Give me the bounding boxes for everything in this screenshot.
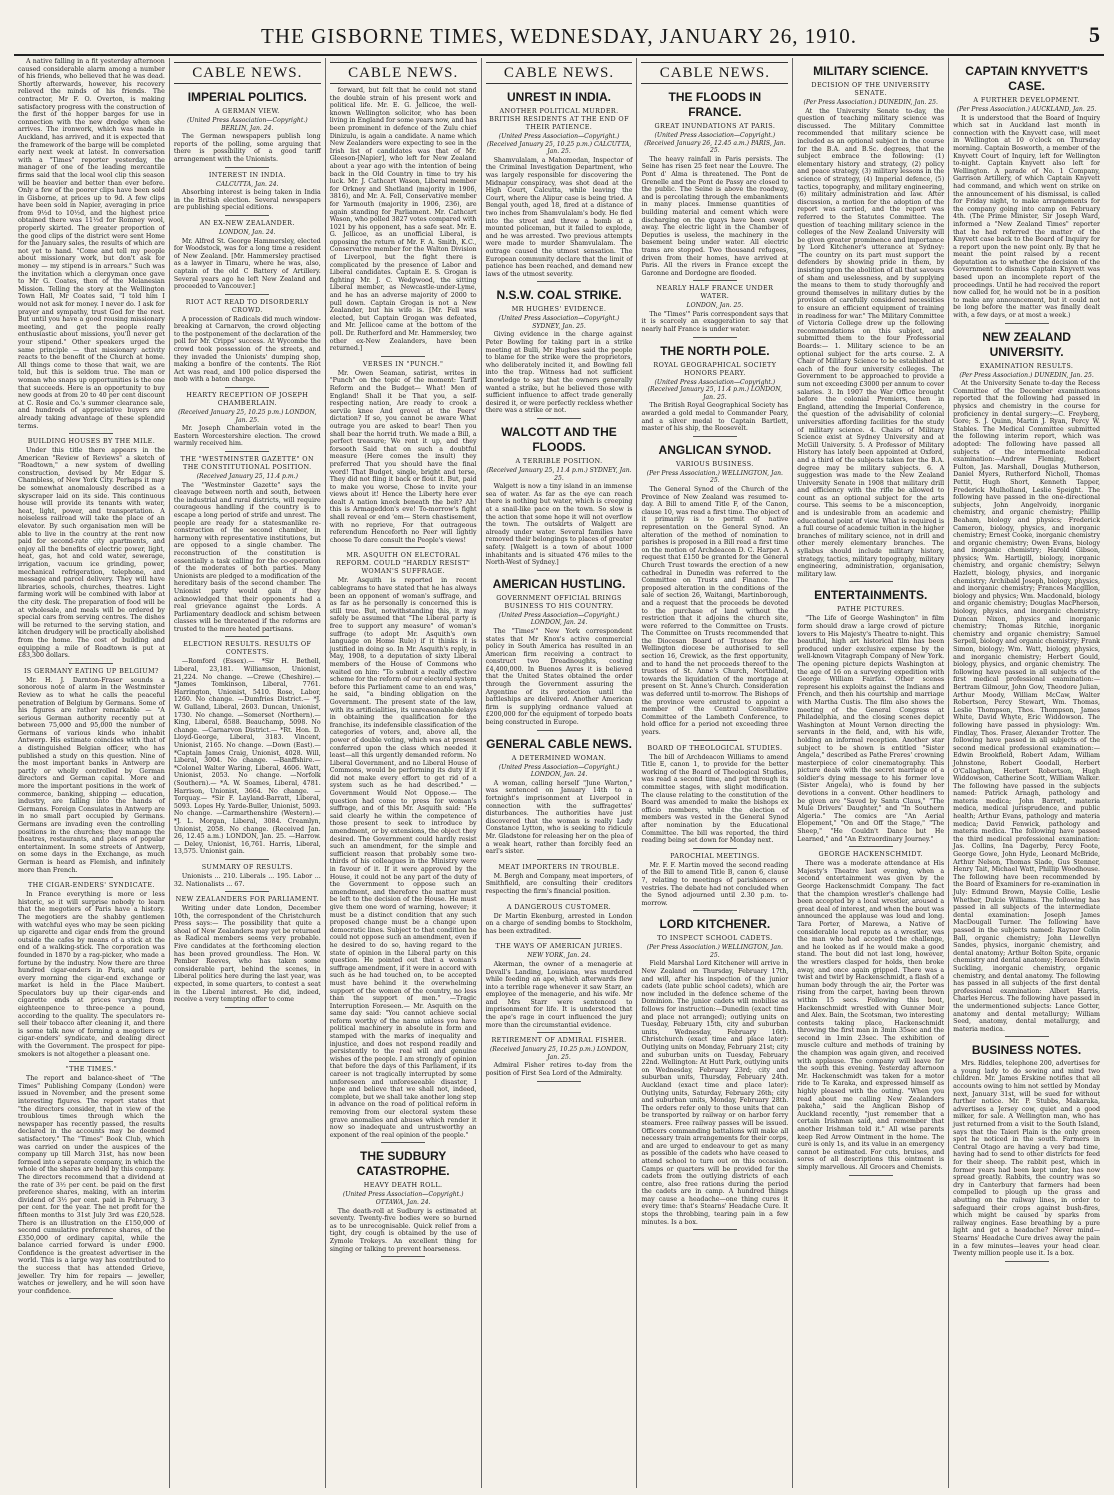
article — [174, 171, 321, 216]
article-body: Shamvulalam, a Mahomedan, Inspector of the Criminal Investigation Department, who was largely responsible for discovering the Midnapur conspiracy, was shot dead at the High Court, Calcutta, while leaving the Court, where the Alipur case is being tried. A Bengal youth, aged 18, fired at a distance of two inches from Shamvulalam's body. He fled into the street and threw a bomb at a mounted policeman, but it failed to explode, and he was arrested. Two previous attempts were made to murder Shamvulalam. The outrage caused the utmost sensation. The European community declare that the limit of patience has been reached, and demand new laws of the utmost severity. — [485, 156, 633, 278]
article-subhead: SUMMARY OF RESULTS. — [201, 862, 293, 871]
article-body: The "Times'" New York correspondent states that Mr Knox's active commercial policy in South America has resulted in an American firm receiving a contract to construct two Dreadnoughts, costing £4,400,000. In Buenos Ayres it is believed that the United States obtained the order through the Government assuring the Argentine of its protection until the battleships are delivered. Another American firm is supplying ordnance valued at £200,000 for the equipment of torpedo boats being constructed in Europe. — [485, 627, 633, 727]
divider — [225, 891, 269, 892]
article-body: The German newspapers publish long reports of the polling, some arguing that there is possibility of a good tariff arrangement with the Unionists. — [173, 133, 321, 163]
article — [797, 850, 944, 1175]
divider — [693, 436, 737, 437]
article-subhead: HEAVY DEATH ROLL. — [363, 1181, 443, 1190]
divider — [69, 663, 113, 664]
article-headline: ENTERTAINMENTS. — [814, 588, 928, 603]
article-headline: WALCOTT AND THE FLOODS. — [501, 425, 617, 454]
article-body: In France everything is more or less historic, so it will surprise nobody to learn that the megotiers of Paris have a history. The megotiers are the shabby gentlemen with watchful eyes who may be seen picking up cigarette and cigar ends from the ground outside the cafes by means of a stick at the end of a walking-stick. The corporation was founded in 1870 by a rag-picker, who made a fortune by the industry. Now there are three hundred cigar-enders in Paris, and early every morning the cigar-end exchange or market is held in the Place Maubert. Speculators buy up their cigar-ends and cigarette ends at prices varying from eighteenpence to three-pence a pound, according to the quality. The speculators re-sell their tobacco after cleaning it, and there is some talk now of forming a megotiers or cigar-enders' syndicate, and dealing direct with the Government. The prospect for pipe-smokers is not altogether a pleasant one. — [18, 891, 165, 1058]
article-body: Field Marshal Lord Kitchener will arrive in New Zealand on Thursday, February 17th, and will, after his inspection of the junior cadets (late public school cadets), which are now included in the defence scheme of the Dominion. The junior cadets will mobilise as follows for instruction:—Dunedin (exact time and place not arranged); outlying units on Tuesday, February 15th, city and suburban units, Wednesday, February 16th. Christchurch (exact time and place later): Outlying units on Monday, February 21st; city and suburban units on Tuesday, February 22nd. Wellington: At Hutt Park, outlying units on Wednesday, February 23rd; city and suburban units, Thursday, February 24th. Auckland (exact time and place later): Outlying units, Saturday, February 26th; city and suburban units, Monday, February 28th. The orders refer only to those units that can be transported by railway or on harbor ferry steamers. Free railway passes will be issued. Officers commanding battalions will make all necessary train arrangements for their corps, and are urged to endeavour to get as many as possible of the cadets who have ceased to attend school to turn out on this occasion. Camps or quarters will be provided for the cadets from the outlying districts of each centre, also free rations during the period the cadets are in camp. A hundred things may cause a headache—one thing cures it every time: that's Stearns' Headache Cure. It stops the throbbing, tearing pain in a few minutes. Is a box. — [641, 960, 789, 1226]
article-body: Absorbing interest is being taken in India in the British election. Several newspapers are publishing special editions. — [173, 189, 321, 212]
divider — [849, 1175, 893, 1176]
divider — [225, 1007, 269, 1008]
article-headline: N.S.W. COAL STRIKE. — [496, 288, 622, 303]
article-body: The bill of Archdeacon Williams to amend Title E, canon 1, to provide for the better working of the Board of Theological Studies, was read a second time, and put through its committee stages, with slight modification. The clause relating to the constitution of the Board was amended to make the bishops ex officio members, while the election of members was vested in the General Synod after nomination by the Educational Committee. The bill was reported, the third reading being set down for Monday next. — [641, 753, 789, 845]
article — [174, 863, 321, 892]
article-body: Dr Martin Ekenburg, arrested in London on a charge of sending bombs to Stockholm, has been extradited. — [485, 912, 633, 935]
article-subhead: BOARD OF THEOLOGICAL STUDIES. — [647, 743, 783, 752]
divider — [225, 215, 269, 216]
article — [641, 284, 788, 337]
article-subhead: NEW ZEALANDERS FOR PARLIAMENT. — [175, 895, 319, 904]
article-subhead: A GERMAN VIEW. — [214, 107, 280, 115]
article-subhead: DECISION OF THE UNIVERSITY SENATE. — [811, 81, 931, 97]
divider — [537, 1032, 581, 1033]
article-subhead: VARIOUS BUSINESS. — [676, 459, 754, 468]
article — [174, 391, 321, 452]
divider — [1005, 1261, 1049, 1262]
divider — [1005, 1036, 1049, 1037]
article-subhead: MR HUGHES' EVIDENCE. — [511, 305, 607, 314]
article-body: Mr. Owen Seaman, satirist, writes in "Punch" on the topic of the moment: Tariff Reform and the Budget— What! Men of England! Shall it be That you, a self-respecting nation, Are ready to crook a servile knee And grovel at the Peers' dictation? If so, you cannot be aware What outrage you are asked to bear! Then you shall bear the horrid truth. We made a Bill, a perfect treasure; We rent it up, and they forsooth Said that on such a doubtful measure (Here comes the insult) they preferred That you should have the final word! That Budget, single, bright and terse, They did not fling it back or flout it. But, paid to make you worse, Chose to invite your views about it! Hence the Liberty here ever dealt A nation knock beneath the belt? Ah! this is Armageddon's eve! To-morrow's fight shall reveal or end 'em— Stern chastisement, with no reprieve, For that outrageous referendum Henceforth no Peer will lightly choose To dare consult the People's views! — [329, 369, 477, 544]
article-subhead: ANOTHER POLITICAL MURDER. BRITISH RESIDENTS AT THE END OF THEIR PATIENCE. — [489, 107, 629, 131]
column-3 — [326, 58, 482, 1488]
divider — [537, 938, 581, 939]
article-headline: THE NORTH POLE. — [660, 343, 770, 358]
article-body: A woman, calling herself "June Warton," was sentenced on January 14th to a fortnight's imprisonment at Liverpool in connection with the suffragettes' disturbances. The authorities have just discovered that the woman is really Lady Constance Lytton, who is seeking to ridicule Mr. Gladstone for releasing her on the plea of a weak heart, rather than forcibly feed an earl's sister. — [485, 779, 633, 856]
article-dateline: (Received January 25, 10.25 p.m.) LONDON, Jan. 25. — [489, 1046, 629, 1061]
article-subhead: VERSES IN "PUNCH." — [362, 359, 444, 368]
article-subhead: THE CIGAR-ENDERS' SYNDICATE. — [28, 881, 155, 890]
article-body: Writing under date London, December 10th, the correspondent of the Christchurch Press says:— The possibility that quite a shoal of New Zealanders may yet be returned as Radical members seems very probable. Five candidates at the forthcoming election has been proved groundless. The Hon. W. Pember Reeves, who has taken some considerable part, behind the scenes, in Liberal politics here during the last year, was expected, in some quarters, to contest a seat in the Liberal interest. He did, indeed, receive a very tempting offer to come — [173, 905, 321, 1004]
article-body: The "Times'" Paris correspondent says that it is scarcely an exaggeration to say that nearly half France is under water. — [641, 310, 789, 334]
divider — [69, 433, 113, 434]
article-dateline: (Per Press Association.) DUNEDIN, Jan. 25. — [959, 371, 1094, 379]
article-body: The heavy rainfall in Paris persists. The Seine has risen 25 feet near the Louvre. The Pont d' Alma is threatened. The Pont de Grenelle and the Pont de Passy are closed to the public. The Seine is above the roadway, and is percolating through the embankments in many places. Immense quantities of building material and cement which were discharging on the quays have been swept away. The electric light in the Chamber of Deputies is useless, the machinery in the basement being under water. All electric trams are stopped. Two thousand refugees, driven from their homes, have arrived at Paris. All the rivers in France except the Garonne and Dordogne are flooded. — [641, 155, 789, 277]
article — [486, 863, 633, 900]
article-dateline: (United Press Association—Copyright.) LONDON, Jan. 24. — [498, 611, 620, 627]
divider — [225, 636, 269, 637]
article-dateline: NEW YORK, Jan. 24. — [527, 952, 591, 960]
article — [330, 87, 477, 357]
divider — [537, 570, 581, 571]
article — [641, 917, 788, 1230]
divider — [537, 899, 581, 900]
article — [953, 64, 1100, 324]
column-5 — [637, 58, 793, 1488]
article-body: Mr. H. J. Darnton-Fraser sounds a sonorous note of alarm in the Westminster Review as to what he calls the peaceful penetration of Belgium by Germans. Some of his figures are rather remarkable — "A serious German authority recently put at between 75,000 and 95,000 the number of Germans of various kinds who inhabit Antwerp. His estimate coincides with that of a distinguished Belgian officer, who has published a study on this question. Nine of the most important banks in Antwerp are partly or wholly controlled by German directors and German capital. More and more the important positions in the work of commerce, banking, shipping — education, industry, are falling into the hands of Germans. Foreign Consulates in Antwerp are in no small part occupied by Germans. Germans are invading even the controlling positions in the churches; they manage the theatres, restaurants, and places of popular entertainment. In some streets of Antwerp, on some days in the Exchange, as much German is heard as Flemish, and infinitely more than French. — [18, 676, 165, 874]
divider — [693, 1229, 737, 1230]
column-heading: CABLE NEWS. — [330, 62, 477, 84]
article-body: M. Bergh and Company, meat importers, of Smithfield, are consulting their creditors respecting the firm's financial position. — [485, 872, 633, 895]
article — [641, 90, 788, 281]
article-subhead: ELECTION RESULTS. RESULTS OF CONTESTS. — [183, 640, 312, 657]
article — [330, 360, 477, 549]
article — [486, 903, 633, 940]
article-subhead: RETIREMENT OF ADMIRAL FISHER. — [491, 1036, 627, 1045]
article-body: —Romford (Essex).— *Sir H. Bethell, Liberal, 23,181. Williamson, Unionist, 21,224. No change. —Crewe (Cheshire).— *James Tomkinson, Liberal, 7761. Harrington, Unionist, 5410. Rose, Labor, 1260. No change. —Dumfries District.— *J. W. Gulland, Liberal, 2603. Duncan, Unionist, 1730. No change. —Somerset (Northern).— King, Liberal, 6588. Beauchamp, 5098. No change. —Carnarvon District.— *Rt. Hon. D. Lloyd-George, Liberal, 3183. Vincent, Unionist, 2165. No change. —Down (East).— *Captain James Craig, Unionist, 4028. Will, Liberal, 3004. No change. —Banffshire.— *Colonel Walter Waring, Liberal, 4606. Watt, Unionist, 2053. No change. —Norfolk (Southern).— *A. W. Soames, Liberal, 4781. Harrison, Unionist, 3664. No change. —Torquay.— *Sir F. Layland-Barratt, Liberal, 5093. Lopes Hy. Yarde-Buller, Unionist, 5093. No change. —Carmarthenshire (Western).— *J. L. Morgan, Liberal, 3084. Creamlyn, Unionist, 2058. No change. (Received Jan. 26, 12.45 a.m.) LONDON, Jan. 25. —Harrow.— Deley, Unionist, 16,761. Harris, Liberal, 13,575. Unionist gain. — [173, 658, 321, 856]
article-subhead: EXAMINATION RESULTS. — [979, 361, 1074, 370]
article-body: Akerman, the owner of a menagerie at Devall's Landing, Louisiana, was murdered while feeding an ape, which afterwards flew into a terrible rage whenever it saw Starr, an employee of the menagerie, and his wife. Mr and Mrs Starr were sentenced to imprisonment for life. It is understood that the ape's rage in court influenced the jury more than the circumstantial evidence. — [485, 960, 633, 1029]
article — [797, 588, 944, 847]
article-subhead: NEARLY HALF FRANCE UNDER WATER. — [656, 284, 774, 301]
column-heading: CABLE NEWS. — [641, 62, 788, 84]
divider — [381, 356, 425, 357]
divider — [849, 581, 893, 582]
article-dateline: (United Press Association—Copyright.) OTTAWA, Jan. 24. — [342, 1191, 464, 1206]
article-body: There was a moderate attendance at His Majesty's Theatre last evening, when a second entertainment was given by the George Hackenschmidt Company. The fact that the champion wrestler's challenge had been accepted by a local wrestler, aroused a great deal of interest, and when the bout was announced the applause was loud and long. Tara Porter, of Marewa, a Native of considerable local repute as a wrestler, was the man who had accepted the challenge, and he looked as if he would make a good stand. The bout did not last long, however, the wrestlers clasped for holds, then broke away, and once again gripped. There was a twist and twirl by Hackenschmidt, a flash of a human body through the air, the Porter was rising from the carpet, having been thrown within 15 secs. Following this bout, Hackenschmidt wrestled with Gunner Moir and Alex. Bain, the Scotsman, two interesting contests taking place, Hackenschmidt throwing the first man in 3min 35sec and the second in 1min 23sec. The exhibition of muscle culture and methods of training by the champion was again given, and received with applause. The company will leave for the south this evening. Yesterday afternoon Mr. Hackenschmidt was taken for a motor ride to Te Karaka, and expressed himself as highly pleased with the outing. "When you read about me calling New Zealanders pakeha," said the Anglican Bishop of Auckland recently, "just remember that a certain Irishman said, and remember that another Irishman told it." All wise parents keep Red Arrow Ointment in the home. The cure is only 1s, and its value in an emergency cannot be estimated. For cuts, bruises, and sores of all descriptions this ointment is simply marvellous. All Grocers and Chemists. — [797, 860, 945, 1171]
divider — [225, 451, 269, 452]
article-headline: ANGLICAN SYNOD. — [658, 442, 772, 457]
article — [18, 881, 165, 1062]
article-headline: BUSINESS NOTES. — [971, 1043, 1082, 1058]
article-dateline: (Per Press Association.) AUCKLAND, Jan. 25. — [956, 106, 1097, 113]
divider — [381, 1256, 425, 1257]
divider — [537, 859, 581, 860]
article-dateline: (Per Press Association.) WELLINGTON, Jan. 25. — [646, 944, 783, 959]
article — [486, 90, 633, 282]
article-body: A native falling in a fit yesterday afternoon caused considerable alarm among a number of his friends, who believed that he was dead. Shortly afterwards, however, his recovery relieved the minds of his friends. The contractor, Mr F. O. Overton, is making satisfactory progress with the construction of the first of the hopper barges for use in connection with the new dredge when she arrives. The ironwork, which was made in Auckland, has arrived, and it is expected that the framework of the barge will be completed early next week at latest. In conversation with a "Times" reporter yesterday, the manager of one of the leading mercantile firms said that the local wool clip this season will be heavier and better than ever before. Only a few of the poorer clips have been sold in Gisborne, at prices up to 9d. A few clips have been sold in Napier, averaging in price from 9½d to 10½d, and the highest price obtained there was 11½d for Romney wool, properly skirted. The greater proportion of the good clips of the district were sent Home for the January sales, the results of which are not yet to hand. "Come and tell my people about missionary work, but don't ask for money — my stipend is in arrears." Such was the invitation which a clergyman once gave to Mr G. Coates, then of the Melanesian Mission. Telling the story at the Wellington Town Hall, Mr Coates said, "I told him I would not ask for money. I never do. I ask for prayer and sympathy, trust God for the rest. But until you have a good rousing missionary meeting, and get the people really enthusiastic about missions, you'll never get your stipend." Other speakers urged the same principle — that missionary activity reacts to the benefit of the Church at home. All things come to those that wait, we are told, but this is seldom true. The man or woman who snaps up opportunities is the one that succeeds. Here is an opportunity to buy new goods at from 20 to 40 per cent discount at C. Rosie and Co.'s summer clearance sale, and hundreds of appreciative buyers are already taking advantage of these splendid terms. — [18, 58, 165, 430]
article — [330, 1149, 477, 1257]
article-subhead: RIOT ACT READ TO DISORDERLY CROWD. — [185, 297, 309, 314]
article — [486, 942, 633, 1033]
article-subhead: PAROCHIAL MEETINGS. — [670, 851, 760, 860]
divider — [537, 418, 581, 419]
article-body: Mr. Alfred St. George Hammersley, elected for Woodstock, was for a long time a resident of New Zealand. [Mr. Hammersley practised as a lawyer in Timaru, where he was, also, captain of the old C Battery of Artillery. Several years ago he left New Zealand and proceeded to Vancouver.] — [173, 237, 321, 291]
article-subhead: IS GERMANY EATING UP BELGIUM? — [23, 666, 159, 675]
column-7 — [949, 58, 1104, 1488]
page-number: 5 — [1089, 22, 1100, 47]
article — [174, 298, 321, 388]
divider — [849, 846, 893, 847]
article-subhead: BUILDING HOUSES BY THE MILE. — [27, 437, 156, 446]
article-dateline: (United Press Association—Copyright.) (Received January 25, 11.4 p.m.) LONDON, Jan. 25. — [647, 378, 783, 401]
article-headline: UNREST IN INDIA. — [507, 90, 612, 104]
article-subhead: A DANGEROUS CUSTOMER. — [506, 902, 612, 911]
column-heading: CABLE NEWS. — [174, 62, 321, 84]
article-subhead: THE "WESTMINSTER GAZETTE" ON THE CONSTITUTIONAL POSITION. — [180, 455, 314, 471]
article-subhead: INTEREST IN INDIA. — [208, 170, 286, 179]
article-subhead: ROYAL GEOGRAPHICAL SOCIETY HONORS PEARY. — [653, 360, 777, 377]
article-body: At the University Senate to-day, the question of teaching military science was discussed. The Military Committee recommended that military science be included as an optional subject in the course for the B.A. and B.Sc. degrees, that the subject embrace the following: (1) elementary history and strategy, (2) policy and peace strategy, (3) military lessons in the science of strategy, (4) Imperial defence, (5) tactics, topography, and military engineering, (6) military administration and law. After discussion, a motion for the adoption of the report was carried, and the report was referred to the Statutes Committee. The question of teaching military science in the colleges of the New Zealand University will be given greater prominence and importance by Lord Kitchener's utterance at Sydney: "The country on its part must support the defenders by showing pride in them, by insisting upon the abolition of all that savours of sham and uselessness, and by supplying the means to them to study thoroughly and ground themselves in military duties by the provision of carefully considered necessities to ensure an efficient equipment of training in readiness for war." The Military Committee of Victoria College drew up the following recommendations on this subject, and submitted them to the four Professorial Boards:— 1. Military science to be an optional subject for the arts course. 2. A Chair of Military Science to be established at each of the four university colleges. The Government to be approached to provide a sum not exceeding £3000 per annum to cover salaries. 3. In 1907 the War Office brought before the colonial Premiers, then in England, attending the Imperial Conference, the question of the advisability of colonial universities affording facilities for the study of military science. 4. Chairs of Military Science exist at Sydney University and at McGill University. 5. A Professor of Military History has lately been appointed at Oxford, and a third of the subjects taken for the B.A. degree may be military subjects. 6. A suggestion was made to the New Zealand University Senate in 1908 that military drill and efficiency with the rifle be allowed to count as an optional subject for the arts course. This seems to be a misconception, and is undesirable from an academic and educational point of view. What is required is a full course of academic tuition in the higher branches of military science, not in drill and other merely elementary branches. The syllabus should include military history, strategy, tactics, military topography, military engineering, administration, organisation, military law. — [797, 107, 945, 578]
masthead — [14, 4, 1104, 56]
article-headline: CAPTAIN KNYVETT'S CASE. — [965, 64, 1088, 93]
article — [797, 64, 944, 582]
article-headline: LORD KITCHENER. — [659, 917, 771, 932]
article-subhead: TO INSPECT SCHOOL CADETS. — [657, 934, 773, 943]
article-subhead: A TERRIBLE POSITION. — [515, 457, 603, 465]
article-dateline: (Received January 25, 11.4 p.m.) — [196, 473, 298, 480]
article-dateline: (United Press Association—Copyright.) BERLIN, Jan. 24. — [186, 117, 308, 132]
divider — [225, 859, 269, 860]
article-body: A procession of Radicals did much window-breaking at Carnarvon, the crowd objecting to the postponement of the declaration of the poll for Mr. Cripps' success. At Wycombe the crowd took possession of the streets, and they invaded the Unionists' dumping shop, making a bonfire of the contents. The Riot Act was read, and 100 police dispersed the mob with a baton charge. — [173, 315, 321, 384]
article-headline: MILITARY SCIENCE. — [813, 64, 929, 78]
divider — [537, 281, 581, 282]
article — [486, 425, 633, 571]
article-dateline: (Received January 25, 10.25 p.m.) LONDON, Jan. 25. — [178, 409, 317, 424]
article-dateline: (United Press Association—Copyright.) (Received January 26, 12.45 a.m.) PARIS, Jan. 25. — [644, 132, 786, 155]
article — [486, 577, 633, 731]
article-subhead: GOVERNMENT OFFICIAL BRINGS BUSINESS TO HIS COUNTRY. — [496, 593, 622, 610]
article-dateline: (United Press Association—Copyright.) (Received January 25, 10.25 p.m.) CALCUTTA, Jan. 25. — [486, 133, 632, 156]
article — [174, 455, 321, 637]
article-dateline: CALCUTTA, Jan. 24. — [215, 180, 279, 188]
columns — [14, 58, 1104, 1488]
article-headline: THE FLOODS IN FRANCE. — [668, 90, 762, 119]
article — [641, 443, 788, 741]
article — [18, 437, 165, 664]
article-dateline: (United Press Association—Copyright.) LONDON, Jan. 24. — [498, 763, 620, 779]
article-subhead: MEAT IMPORTERS IN TROUBLE. — [498, 862, 620, 871]
article — [330, 551, 477, 1143]
newspaper-title: THE GISBORNE TIMES, WEDNESDAY, JANUARY 26, 1910. — [261, 24, 857, 48]
article-dateline: LONDON, Jan. 24. — [218, 228, 276, 236]
divider — [225, 294, 269, 295]
article-body: Mr. F. F. Martin moved the second reading of the Bill to amend Title B, canon 6, clause 7, relating to meetings of parishioners or vestries. The debate had not concluded when the Synod adjourned until 2.30 p.m. to-morrow. — [641, 861, 789, 907]
divider — [69, 1061, 113, 1062]
article-body: The British Royal Geographical Society has awarded a gold medal to Commander Peary, and a silver medal to Captain Bartlett, master of his ship, the Roosevelt. — [641, 402, 789, 433]
article-body: The "Westminster Gazette" says the cleavage between north and south, between the industrial and rural districts, will require courageous handling if the country is to escape a long period of strife and unrest. The people are ready for a statesmanlike re-construction of the second chamber, in harmony with representative institutions, but are opposed to a single chamber. The reconstruction of the constitution is essentially a task calling for the co-operation of the moderates of both parties. Many Unionists are pledged to a modification of the hereditary basis of the second chamber. The Unionist party would gain if they acknowledged that their opponents had a real grievance against the Lords. A Parliamentary deadlock and schism between classes will be threatened if the reforms are trusted to the more heated partisans. — [173, 481, 321, 633]
article-dateline: (Per Press Association.) WELLINGTON, Jan. 25. — [646, 469, 783, 485]
article — [486, 737, 633, 860]
article-subhead: THE WAYS OF AMERICAN JURIES. — [495, 942, 623, 951]
article-body: Unionists ... 210. Liberals ... 195. Labor ... 32. Nationalists ... 67. — [173, 872, 321, 888]
article — [486, 1036, 633, 1081]
divider — [693, 337, 737, 338]
divider — [693, 910, 737, 911]
article — [174, 895, 321, 1008]
article-body: Walgett is now a tiny island in an immense sea of water. As far as the eye can reach there is nothing but water, which is creeping at a snail-like pace on the town. So slow is the action that some hope it will not overflow the town. The outskirts of Walgett are already under water. Several families have removed their belongings to places of greater safety. [Walgett is a town of about 1000 inhabitants and is situated 476 miles to the North-West of Sydney.] — [485, 483, 633, 567]
divider — [381, 1142, 425, 1143]
article-dateline: (Per Press Association.) DUNEDIN, Jan. 25. — [803, 99, 938, 106]
article-body: The report and balance-sheet of "The Times" Publishing Company (London) were issued in November, and the present some interesting figures. The report states that "the directors consider, that in view of the troublous times through which the newspaper has recently passed, the results declared in the accounts may be deemed satisfactory." The "Times" Book Club, which was carried on under the auspices of the company up till March 31st, has now been formed into a separate company, in which the whole of the shares are held by this company. The directors recommend that a dividend at the rate of 3½ per cent. be paid on the first preference shares, making, with an interim dividend of 3½ per cent. paid in February, 3 per cent. for the year. The net profit for the fifteen months to 31st July 3rd was £20,528. There is an illustration on the £150,000 of second cumulative preference shares, of the £350,000 of ordinary capital, while the balance carried forward is under £900. Confidence is the greatest advertiser in the world. This is a large way has contributed to the success that has attended Grieve, jeweller. Try him for repairs — jeweller, watches or jewellery, and he will soon have your confidence. — [18, 1075, 165, 1295]
article-subhead: A DETERMINED WOMAN. — [511, 753, 607, 762]
article-subhead: MR. ASQUITH ON ELECTORAL REFORM. COULD "HARDLY RESIST" WOMAN'S SUFFRAGE. — [336, 551, 471, 576]
divider — [537, 730, 581, 731]
article-body: The death-roll at Sudbury is estimated at seventy. Twenty-five bodies were so burned as to be unrecognisable. Quick relief from a tight, dry cough is obtained by the use of Zymole Trokeys. An excellent thing for singing or talking to prevent hoarseness. — [329, 1207, 477, 1253]
article — [18, 58, 165, 434]
divider — [693, 848, 737, 849]
article-body: Mr. Joseph Chamberlain voted in the Eastern Worcestershire election. The crowd warmly received him. — [173, 425, 321, 448]
article-subhead: A FURTHER DEVELOPMENT. — [973, 96, 1080, 104]
divider — [69, 877, 113, 878]
article — [18, 1065, 165, 1299]
divider — [693, 740, 737, 741]
article-subhead: GEORGE HACKENSCHMIDT. — [818, 850, 923, 859]
article-body: It is understood that the Board of Inquiry which sat in Auckland last month in connection with the Knyvett case, will meet in Wellington at 10 o'clock on Thursday morning. Captain Bosworth, a member of the Knyvett Court of Inquiry, left for Wellington to-night. Captain Knyvett also left for Wellington. A parade of No. 1 Company, Garrison Artillery, of which Captain Knyvett had command, and which went on strike on the announcement of his dismissal, is called for Friday night, to make arrangements for the company going into camp on February 4th. (The Prime Minister, Sir Joseph Ward, informed a "New Zealand Times" reporter that he had referred the matter of the Knyvett case back to the Board of Inquiry for a report upon the new point only. By that he meant the point raised by a recent deputation as to whether the decision of the Government to dismiss Captain Knyvett was based upon an incomplete report of the proceedings. Until he had received the report now called for, he would not be in a position to make any announcement, but it could not be long before the matter was finally dealt with, a few days, or at most a week.) — [953, 114, 1101, 320]
article-headline: GENERAL CABLE NEWS. — [486, 736, 632, 751]
article-headline: THE SUDBURY CATASTROPHE. — [356, 1149, 450, 1179]
column-6 — [793, 58, 949, 1488]
article-dateline: (United Press Association—Copyright.) SYDNEY, Jan. 25. — [498, 315, 620, 330]
article-subhead: PATHE PICTURES. — [836, 605, 905, 614]
article — [174, 90, 321, 168]
column-heading: CABLE NEWS. — [486, 62, 633, 84]
article — [641, 744, 788, 849]
article-subhead: HEARTY RECEPTION OF JOSEPH CHAMBERLAIN. — [186, 391, 309, 408]
divider — [693, 280, 737, 281]
article-body: Mrs. Riddles, telephone 200, advertises for a young lady to do sewing and mind two children. Mr. James Erskine notifies that all accounts owing to him not settled by Monday next, January 31st, will be sued for without further notice. Mr. P. Stubbs, Makaraka, advertises a Jersey cow, quiet and a good milker, for sale. A Wellington man, who has just returned from a visit to the South Island, says that the Taieri Plain is the only green spot he noticed in the south. Farmers in Central Otago are having a very bad time, having had to send to other districts for feed for their sheep. The rabbit pest, which in former years had been kept under, has now spread greatly. Rabbits, the country was so dry in Canterbury that farmers had been compelled to plough up the grass and abutting on the railway lines, in order to safeguard their crops against bush-fires, which might be caused by sparks from railway engines. Ease breathing by a pure light and get a headache? Never mind—Stearns' Headache Cure drives away the pain in a few minutes—leaves your head clear. Twenty million people use it. Is a box. — [953, 1060, 1101, 1258]
divider — [225, 167, 269, 168]
article-headline: NEW ZEALAND UNIVERSITY. — [982, 329, 1071, 359]
article-dateline: (Received January 25, 11.4 p.m.) SYDNEY, Jan. 25. — [486, 467, 632, 482]
article — [641, 852, 788, 912]
article-dateline: LONDON, Jan. 25. — [686, 302, 744, 310]
column-4 — [482, 58, 638, 1488]
divider — [69, 1298, 113, 1299]
divider — [537, 1081, 581, 1082]
article-headline: IMPERIAL POLITICS. — [187, 90, 307, 104]
divider — [225, 387, 269, 388]
divider — [381, 547, 425, 548]
article-body: At the University Senate to-day the Recess Committee of the December examinations reported that the following had passed in physics and chemistry in the course for proficiency in dental surgery:—C. Freyberg, Gore; S. J. Quinn, Martin J. Ryan, Percy W. Stables. The Medical Committee submitted the following interim report, which was adopted: The following have passed all subjects of the intermediate medical examination:—Andrew Fleming, Robert Fulton, Jas. Marshall, Douglas Mutherson, Daniel Myers, Rutherford Nicholl, Thomas Pettit, Hugh Short, Kenneth Tapper, Frederick Mulholland, Leslie Speight. The following have passed in the one-directional subjects, John Angelvoidy, inorganic chemistry, and organic chemistry; Phillip Beaham, biology and physics; Frederick Cameron, biology, physics, and inorganic chemistry; Ernest Cooke, inorganic chemistry and organic chemistry; Owen Evans, biology and inorganic chemistry; Harold Gibson, physics; Wm. Hartigill, biology, inorganic chemistry, and organic chemistry; Selwyn Hazlett, biology, physics, and inorganic chemistry; Archibald Joseph, biology, physics, and inorganic chemistry; Frances Macglllon, biology and physics; Wm. Macdonald, biology and organic chemistry; Douglas MacPherson, biology, physics, and inorganic chemistry; Duncan Nixon, physics and inorganic chemistry; Thomas Ritchie, inorganic chemistry and organic chemistry; Samuel Serpell, biology and organic chemistry; Frank Simon, biology; Wm. Watt, biology, physics, and inorganic chemistry; Herbert Gould, biology, physics, and organic chemistry. The following have passed in all subjects of the first medical professional examination:—Bertram Gilmour, John Gow, Theodore Julian, Arthur Moody, William McCaw, Walter Robertson, Percy Stewart, Wm. Thomas, Leslie Thompson, Thos. Thompson, James White, David Whyte, Eric Widdowson. The following have passed in physiology: Wm. Findlay, Thos. Fraser, Alexander Trotter. The following have passed in all subjects of the second medical professional examination:—Edwin Brookfield, Robert Adam, William Johnstone, Robert Goodall, Herbert O'Callaghan, Herbert Robertson, Hugh Widdowson, Catherine Scott, William Walker. The following have passed in the subjects named: Patrick Arnagh, pathology and materia medica; John Barrett, materia medica, medical jurisprudence, and public health; Arthur Evans, pathology and materia medica; David Fenwick, pathology and materia medica. The following have passed the third medical professional examination: Jas. Collins, Ina Dagerby, Percy Foote, George Gowe, John Hyde, Leonard McBride, Arthur Nelson, Thomas Slade, Gus Stenner, Henry Tait, Michael Watt, Phillip Woodhouse. The following have been recommended by the Board of Examiners for re-examination in July: Edmund Brown, Maysie Collie, Leslie Whether, Dulcie Williams. The following has passed in all subjects of the intermediate dental examination: Joseph James MacDougall Turner. The following have passed in the subjects named: Raynor Colin Ball, organic chemistry; John Llewellyn Sandes, physics, inorganic chemistry, and dental anatomy; Arthur Bolton Spite, organic chemistry and dental anatomy; Horace Edwin Suckling, inorganic chemistry, organic chemistry, and dental anatomy. The following has passed in all subjects of the first dental professional examination: Albert Harris, Charles Hercus. The following have passed in the undermentioned subjects: Lance Gotter, anatomy and dental metallurgy; William Seed, anatomy, dental metallurgy, and materia medica. — [953, 380, 1101, 1033]
article — [18, 667, 165, 878]
article-body: Giving evidence in the charge against Peter Bowling for taking part in a strike meeting at Bulli, Mr Hughes said the people to blame for the strike were the proprietors, who deliberately incited it, and Bowling fell into the trap. Witness had not sufficient knowledge to say that the owners generally wanted a strike, but he believed those with sufficient influence to affect trade generally desired it, or were perfectly reckless whether there was a strike or not. — [485, 331, 633, 415]
article-subhead: "THE TIMES." — [65, 1065, 118, 1074]
article-headline: AMERICAN HUSTLING. — [492, 576, 626, 591]
article — [953, 330, 1100, 1038]
article — [641, 344, 788, 437]
column-2 — [170, 58, 326, 1488]
article-body: Admiral Fisher retires to-day from the position of First Sea Lord of the Admiralty. — [485, 1062, 633, 1078]
article — [174, 219, 321, 295]
article-body: Mr. Asquith is reported in recent cablegrams to have stated that he has always been an opponent of woman's suffrage, and as far as he personally is concerned this is still true. But, notwithstanding this, it may safely be assumed that "The Liberal party is free to support any measure" of woman's suffrage (to adopt Mr. Asquith's own language on Home Rule) if it thinks it is justified in doing so. In Mr. Asquith's reply, in May, 1908, to a deputation of sixty Liberal members of the House of Commons who waited on him: "To submit a really effective scheme for the reform of our electoral system before this Parliament came to an end was," he said, "a binding obligation on the Government. The present state of the law, with its artificialities, its unreasonable delays in obtaining the qualification for the franchise, its indefensible classification of the categories of voters, and, above all, the power of double voting, which was at present conferred upon the class which needed it least—all this urgently demanded reform. No Liberal Government, and no Liberal House of Commons, would be performing its duty if it did not make every effort to get rid of a system such as he had described." —Government Would Not Oppose.— The question had come to press for woman's suffrage, and of this Mr. Asquith said: "He said clearly he within the competence of those present to seek to introduce by amendment, or by extensions, the object they desired. The Government could hardly resist such an amendment, for the simple and sufficient reason that probably some two-thirds of his colleagues in the Ministry were in favour of it. If it were approved by the House, it could not be any part of the duty of the Government to oppose such an amendment, and therefore the matter must be left to the decision of the House. He must give them one word of warning, however; it must be a distinct condition that any such proposed change must be a change upon democratic lines. Subject to that condition he could not oppose such an amendment, even if he desired to do so, having regard to the state of opinion in the Liberal party on this question. He pointed out that a woman's suffrage amendment, if it were in accord with such as he had touched on, to be accepted must have behind it the overwhelming support of the women of the country, no less than the support of men." —Tragic Interruption Foreseen.— Mr. Asquith on the same day said: "You cannot achieve social reform worthy of the name unless you have political machinery in absolute in form and stamped with the marks of inequality and injustice, and does not respond readily and persistently to the real will and genuine wishes of the people. I am strongly of opinion that before the days of this Parliament, if its career is not tragically interrupted by some unforeseen and unforeseeable disaster, I hope and believe that we shall not, indeed, complete, but we shall take another long step in advance on the road of political reform in removing from our electoral system these grave anomalies and abuses which render it now so inadequate and untrustworthy an exponent of the real opinion of the people." — [329, 577, 477, 1139]
article-subhead: GREAT INUNDATIONS AT PARIS. — [654, 122, 776, 130]
article-body: Under this title there appears in the American "Review of Reviews" a sketch of "Roadtown," a new system of dwelling construction, devised by Mr Edgar S. Chambless, of New York City. Perhaps it may be somewhat anomalously described as a skyscraper laid on its side. This continuous house will provide its tenants with water, heat, light, power, and transportation. A noiseless railroad will take the place of an elevator. By such organisation men will be able to live in the country at the rent now paid for second-rate city apartments, and enjoy all the benefits of electric power, light, heat, gas, hot and cold water, sewerage, irrigation, vacuum ice grinding, power, mechanical refrigeration, telephone, and message and parcel delivery. They will have libraries, schools, churches, theatres. Light farming work will be combined with labor at the city desk. The preparation of food will be at wholesale, and meals will be ordered by special cars from serving centres. The dishes will be returned to the serving station, and kitchen drudgery will be practically abolished from the home. The cost of building and equipping a mile of Roadtown is put at £83,300 dollars. — [18, 447, 165, 660]
divider — [1005, 323, 1049, 324]
article-body: The General Synod of the Church of the Province of New Zealand was resumed to-day. A Bill to amend Title F, of the Canon, clause 10, was read a first time. The object of it primarily is to permit of native representation on the General Synod. An alteration of the method of nomination to parishes is proposed in a Bill read a first time on the motion of Archdeacon D. C. Harper. A request that £150 be granted for the General Church Trust towards the erection of a new cathedral in Dunedin was referred to the Committee on Trusts and Finance. The proposed alteration in the conditions of the sale of section 26, Waitangi, Martinborough, and a request that the proceeds be devoted to the purchase of land without the restriction that it adjoins the church site, were referred to the Committee on Trusts. The Committee on Trusts recommended that the Diocesan Board of Trustees for the Wellington diocese be authorised to sell section 16, Crewick, as the first opportunity, and to hand the net proceeds thereof to the trustees of St. Anne's Church, Northland, towards the liquidation of the mortgage at present on St. Anne's Church. Consideration was deferred until to-morrow. The Bishops of the province were entrusted to appoint a member of the Central Consultative Committee of the Lambeth Conference, to hold office for a period not exceeding three years. — [641, 486, 789, 736]
article-body: forward, but felt that he could not stand the double strain of his present work and political life. Mr. E. G. Jellicoe, the well-known Wellington solicitor, who has been living in England for some years now, and has been prominent in defence of the Zulu chief Dinizulu, is again a candidate. A name which New Zealanders were expecting to see in the Irish list of candidates was that of Mr. Gleeson-[Napier], who left for New Zealand about a year ago with the intention of being back in the Old Country in time to try his luck. Mr. J. Cathcart Wason, Liberal member for Orkney and Shetland (majority in 1906, 3816), and Mr. A. Fell, Conservative member for Yarmouth (majority in 1906, 236), are again standing for Parliament. Mr. Cathcart Wason, who polled 3827 votes compared with 1021 by his opponent, has a safe seat. Mr. E. G. Jellicoe, as an unofficial Liberal, is opposing the return of Mr. F. A. Smith, K.C., Conservative member for the Walton Division of Liverpool, but the fight there is complicated by the presence of Labor and Liberal candidates. Captain E. S. Grogan is fighting Mr. J. C. Wedgwood, the sitting Liberal member, as Newcastle-under-Lyme, and he has an adverse majority of 2000 to pull down. Captain Grogan is not a New Zealander, but his wife is. [Mr. Fell was elected, but Captain Grogan was defeated, and Mr. Jellicoe came at the bottom of the poll. Dr. Rutherford and Mr. Hammersley, two other ex-New Zealanders, have been returned.] — [329, 87, 477, 353]
article — [953, 1043, 1100, 1261]
column-1 — [14, 58, 170, 1488]
article — [174, 640, 321, 859]
article-body: "The Life of George Washington" in film form should draw a large crowd of picture lovers to His Majesty's Theatre to-night. This beautiful, high art historical film has been produced under exclusive expense by the well-known Vitagraph Company of New York. The opening picture depicts Washington at the age of 16 on a surveying expedition with George William Fairfax. Other scenes represent his exploits against the Indians and French, and then his courtship and marriage with Martha Custis. The film also shows the meeting of the General Congress at Philadelphia, and the closing scenes depict Washington at Mount Vernon directing the servants in the field, and, with his wife, holding an informal reception. Another star subject to be shown is entitled "Sister Angela," described as Pathe Freres' crowning masterpiece of color cinematography. This picture deals with the secret marriage of a soldier's dying message to his former love (Sister Angela), who is found by her devotions in a convent. Other headliners to be given are "Saved by Santa Claus," "The Mule Drivers' Daughter," and "In Southern Algeria." The comics are "An Aerial Elopement," "On and Off the Stage," "The Sheep," "He Couldn't Dance but He Learned," and "An Extraordinary Journey." — [797, 615, 945, 843]
article-subhead: AN EX-NEW ZEALANDER. — [199, 218, 295, 227]
article — [486, 288, 633, 419]
